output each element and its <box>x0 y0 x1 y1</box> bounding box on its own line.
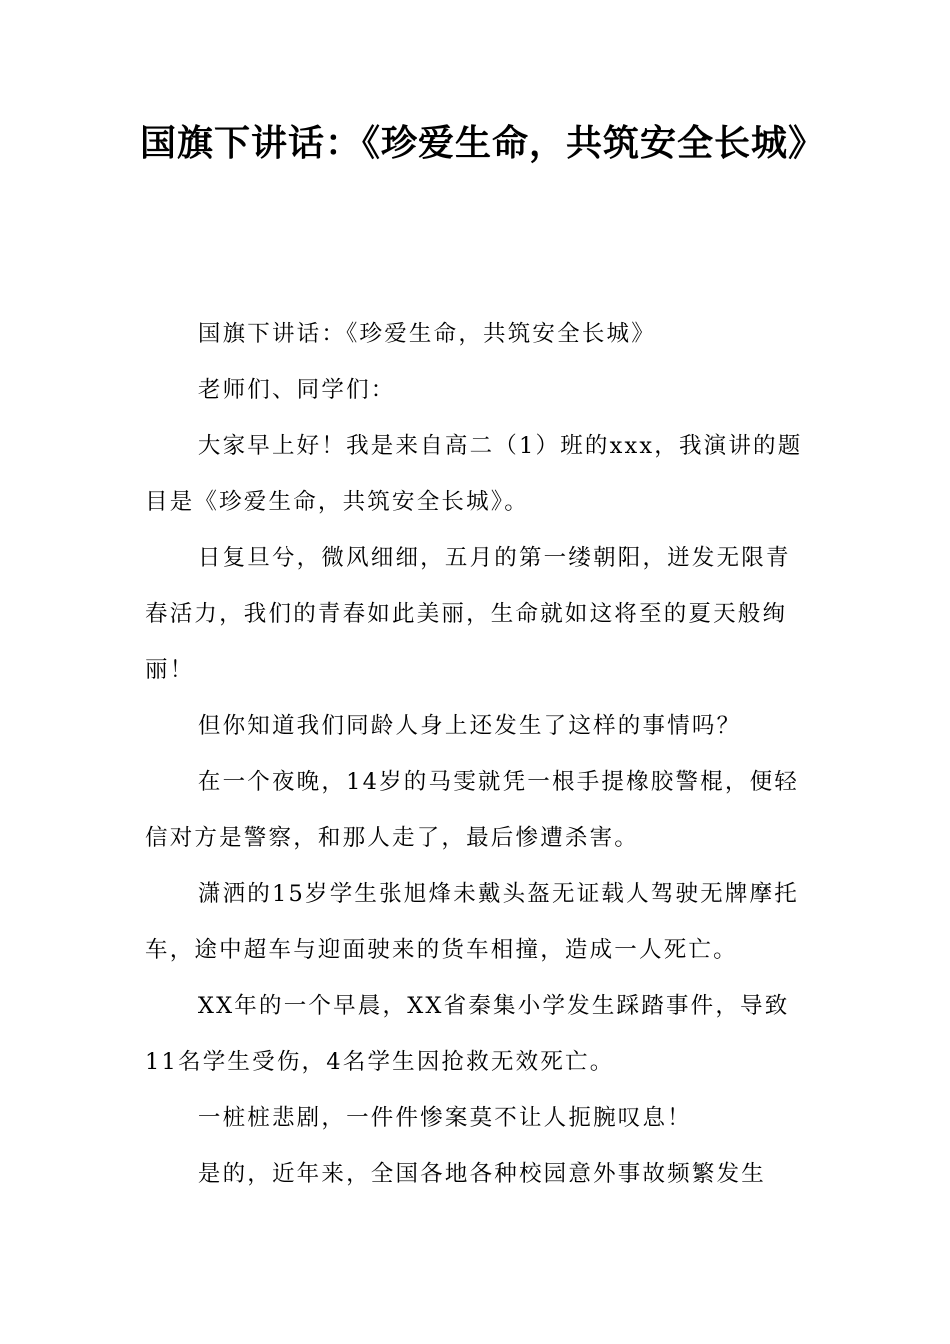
paragraph: 在一个夜晚，14岁的马雯就凭一根手提橡胶警棍，便轻信对方是警察，和那人走了，最后惨遭杀害。 <box>145 769 800 851</box>
paragraph: 老师们、同学们： <box>197 377 396 403</box>
paragraph: 大家早上好！我是来自高二（1）班的xxx，我演讲的题目是《珍爱生命，共筑安全长城》。 <box>145 433 803 515</box>
paragraph: 一桩桩悲剧，一件件惨案莫不让人扼腕叹息！ <box>197 1105 692 1131</box>
paragraph: 日复旦兮，微风细细，五月的第一缕朝阳，迸发无限青春活力，我们的青春如此美丽，生命就如这将至的夏天般绚丽！ <box>145 545 791 683</box>
document-title: 国旗下讲话：《珍爱生命，共筑安全长城》 <box>140 122 826 164</box>
paragraph: XX年的一个早晨，XX省秦集小学发生踩踏事件，导致11名学生受伤，4名学生因抢救无效死亡。 <box>145 993 790 1075</box>
paragraph: 是的，近年来，全国各地各种校园意外事故频繁发生 <box>197 1161 766 1187</box>
paragraph: 国旗下讲话：《珍爱生命，共筑安全长城》 <box>197 321 656 347</box>
document-body <box>145 306 807 1202</box>
paragraph: 潇洒的15岁学生张旭烽未戴头盔无证载人驾驶无牌摩托车，途中超车与迎面驶来的货车相撞，造成一人死亡。 <box>145 881 800 963</box>
paragraph: 但你知道我们同龄人身上还发生了这样的事情吗？ <box>197 713 742 739</box>
